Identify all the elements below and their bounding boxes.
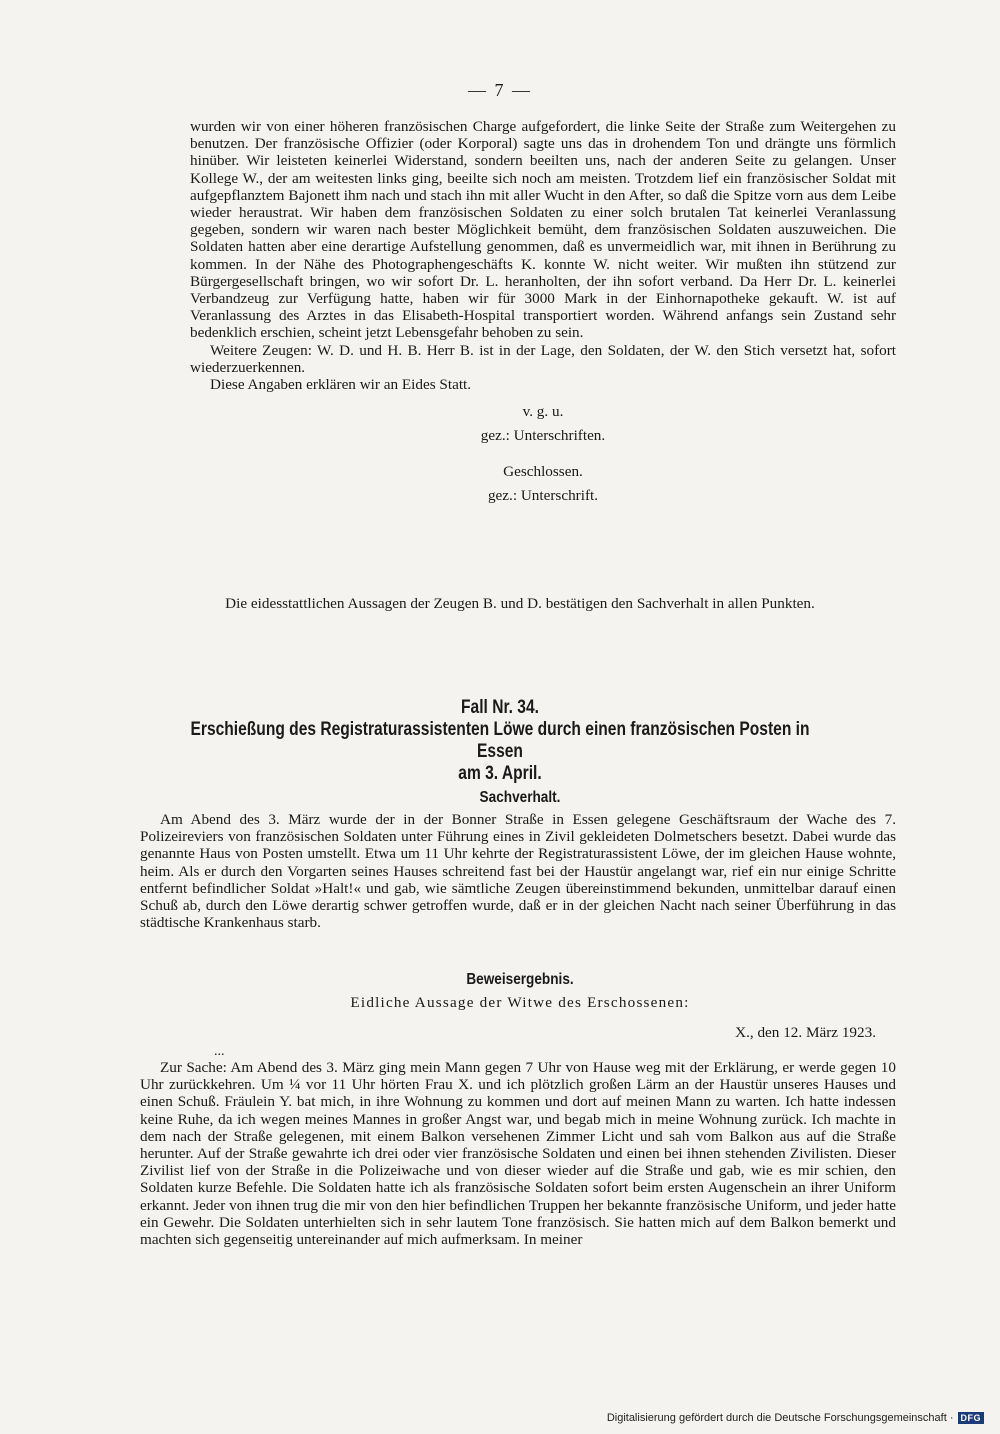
page-number: — 7 — (468, 80, 532, 100)
footer (607, 1412, 984, 1424)
testimony-block (190, 118, 896, 505)
beweis-block (140, 1059, 896, 1248)
footer-text: Digitalisierung gefördert durch die Deutsche Forschungsgemeinschaft · (606, 1412, 954, 1424)
confirmation-note: Die eidesstattlichen Aussagen der Zeugen B. und D. bestätigen den Sachverhalt in allen Punkten. (225, 595, 815, 612)
beweis-heading: Beweisergebnis. (466, 971, 574, 988)
sachverhalt-text: Am Abend des 3. März wurde der in der Bonner Straße in Essen gelegene Geschäftsraum der Wache des 7. Polizeireviers von französischen Soldaten unter Führung eines in Zivil gekleideten Dolmetschers besetzt. Dabei wurde das genannte Haus von Posten umstellt. Etwa um 11 Uhr kehrte der Registraturassistent Löwe, der im gleichen Hause wohnte, heim. Als er durch den Vorgarten seines Hauses schreitend fast bei der Haustür angelangt war, rief ein nur einige Schritte entfernt befindlicher Soldat »Halt!« und gab, wie sämtliche Zeugen übereinstimmend bekunden, unmittelbar darauf einen Schuß ab, durch den Löwe derartig schwer getroffen wurde, daß er in der gleichen Nacht nach seiner Überführung in das städtische Krankenhaus starb. (140, 811, 896, 932)
closed-line: Geschlossen. (503, 463, 583, 481)
witness-paragraph: Weitere Zeugen: W. D. und H. B. Herr B. ist in der Lage, den Soldaten, der W. den Stich versetzt hat, sofort wiederzuerkennen. (190, 341, 896, 376)
ellipsis: ... (214, 1044, 225, 1059)
dfg-logo: DFG (958, 1412, 985, 1424)
beweis-text: Zur Sache: Am Abend des 3. März ging mein Mann gegen 7 Uhr von Hause weg mit der Erklärung, er werde gegen 10 Uhr zurückkehren. Um ¼ vor 11 Uhr hörten Frau X. und ich plötzlich großen Lärm an der Haustür unseres Hauses und einen Schuß. Fräulein Y. bat mich, in ihre Wohnung zu kommen und dort auf meinen Mann zu warten. Ich hatte indessen keine Ruhe, da ich wegen meines Mannes in großer Angst war, und begab mich in meine Wohnung zurück. Ich machte in dem nach der Straße gelegenen, mit einem Balkon versehenen Zimmer Licht und sah vom Balkon aus auf die Straße herunter. Auf der Straße gewahrte ich drei oder vier französische Soldaten und einen bei ihnen stehenden Zivilisten. Dieser Zivilist lief von der Straße in die Polizeiwache und von dieser wieder auf die Straße und gab, wie es mir schien, den Soldaten kurze Befehle. Die Soldaten hatte ich als französische Soldaten sofort beim ersten Augenschein an ihrer Uniform erkannt. Jeder von ihnen trug die mir von den hier befindlichen Truppen her bekannte französische Uniform, und jeder hatte ein Gewehr. Die Soldaten unterhielten sich in sehr lautem Tone französisch. Sie hatten mich auf dem Balkon bemerkt und machten sich gegenseitig untereinander auf mich aufmerksam. In meiner (140, 1059, 896, 1249)
sachverhalt-heading: Sachverhalt. (479, 789, 561, 806)
sachverhalt-block (140, 811, 896, 931)
signatures-line: gez.: Unterschriften. (480, 427, 606, 445)
oath-paragraph: Diese Angaben erklären wir an Eides Statt. (210, 376, 472, 394)
case-heading (172, 697, 828, 785)
case-title: Erschießung des Registraturassistenten Löwe durch einen französischen Posten in Essen (190, 719, 810, 762)
testimony-paragraph: wurden wir von einer höheren französischen Charge aufgefordert, die linke Seite der Straße zum Weitergehen zu benutzen. Der französische Offizier (oder Korporal) sagte uns das in drohendem Ton und drängte uns förmlich hinüber. Wir leisteten keinerlei Widerstand, sondern beeilten uns, nach der anderen Seite zu gelangen. Unser Kollege W., der am weitesten links ging, beeilte sich noch am meisten. Trotzdem lief ein französischer Soldat mit aufgepflanztem Bajonett ihm nach und stach ihn mit aller Wucht in den After, so daß die Spitze vorn aus dem Leibe wieder heraustrat. Wir haben dem französischen Soldaten zu einer solch brutalen Tat keinerlei Veranlassung gegeben, sondern wir waren nach bester Möglichkeit bemüht, dem französischen Soldaten auszuweichen. Die Soldaten hatten aber eine derartige Aufstellung genommen, daß es unvermeidlich war, mit ihnen in Berührung zu kommen. In der Nähe des Photographengeschäfts K. konnte W. nicht weiter. Wir mußten ihn stützend zur Bürgergesellschaft bringen, wo wir sofort Dr. L. heranholten, der ihn sofort verband. Da Herr Dr. L. keinerlei Verbandzeug zur Verfügung hatte, haben wir für 3000 Mark in der Einhornapotheke gekauft. W. ist auf Veranlassung des Arztes in das Elisabeth-Hospital transportiert worden. Während anfangs sein Zustand sehr bedenklich erschien, scheint jetzt Lebensgefahr behoben zu sein. (190, 118, 896, 342)
signature-line: gez.: Unterschrift. (487, 487, 599, 505)
case-number: Fall Nr. 34. (461, 697, 539, 718)
beweis-subheading: Eidliche Aussage der Witwe des Erschossenen: (350, 994, 690, 1011)
case-title-date: am 3. April. (458, 763, 542, 784)
vgu-line: v. g. u. (522, 403, 564, 421)
statement-date: X., den 12. März 1923. (735, 1024, 876, 1041)
